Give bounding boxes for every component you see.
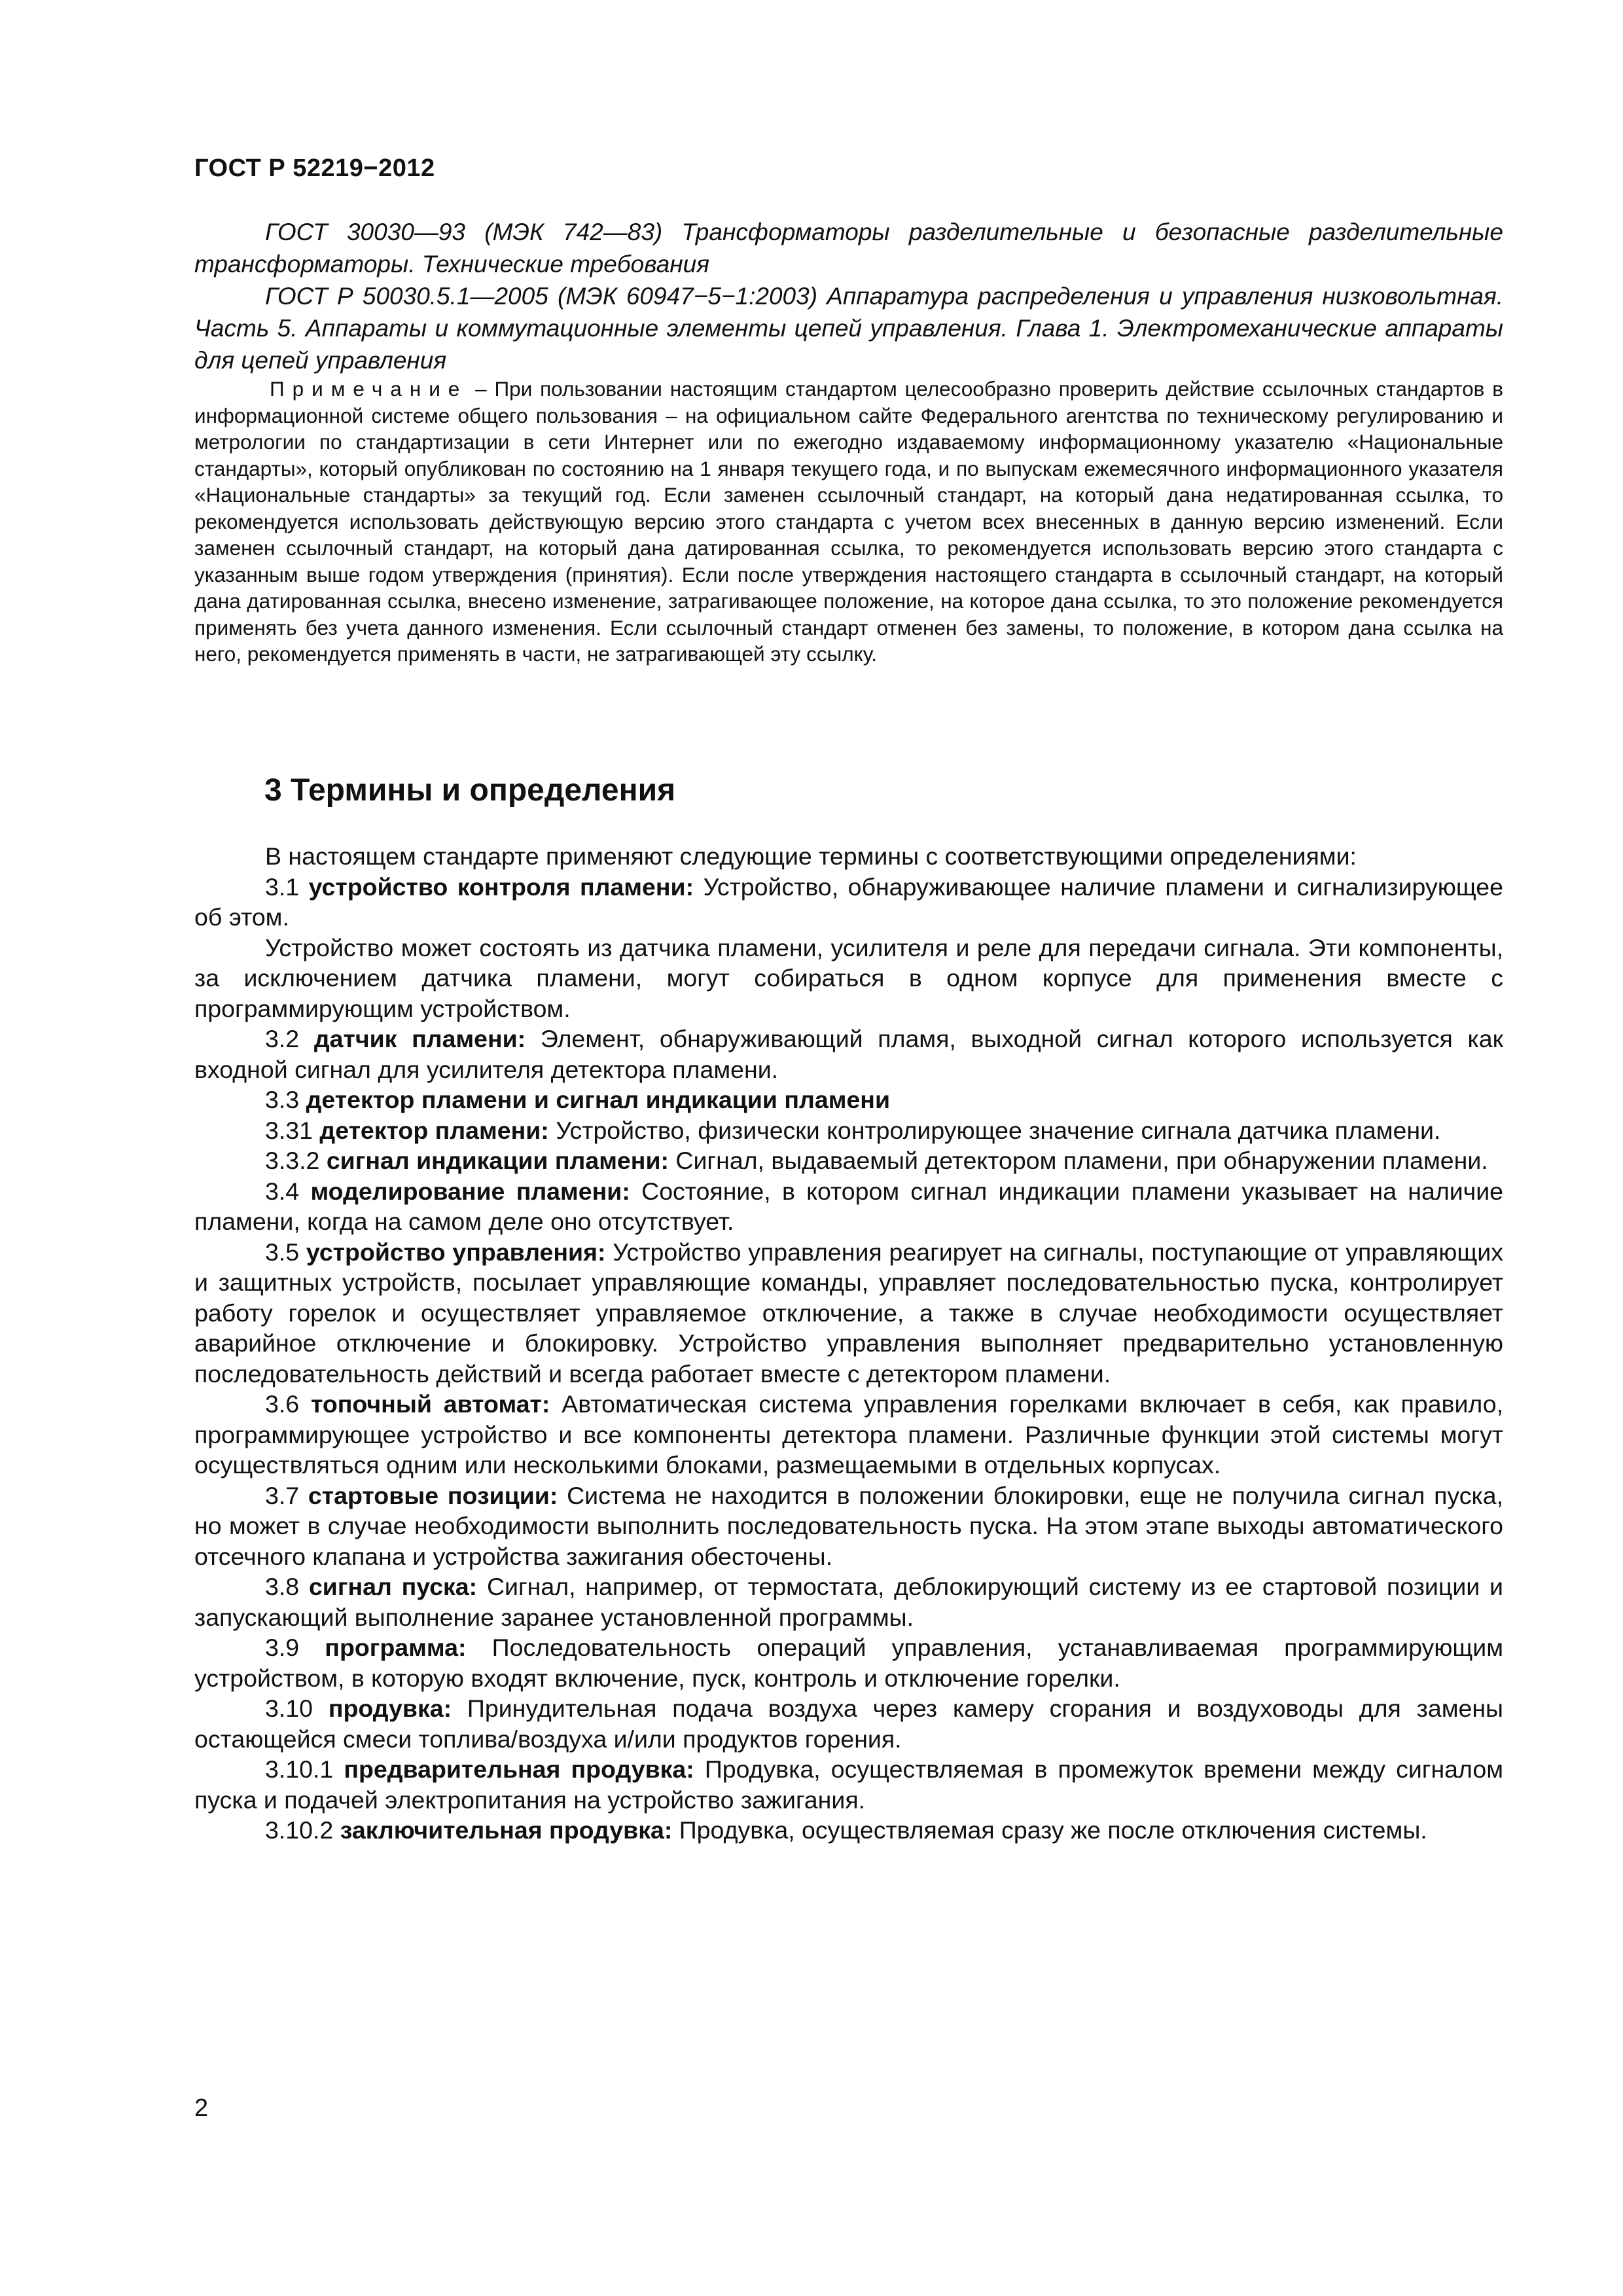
term-definition: Устройство управления реагирует на сигналы, поступающие от управляющих и защитных устройств, посылает управляющие команды, управляет последовательностью пуска, контролирует работу горелок и осуществляет управляемое отключение, а также в случае необходимости осуществляет аварийное отключение и блокировку. Устройство управления выполняет предварительно установленную последовательность действий и всегда работает вместе с детектором пламени. [194,1238,1503,1388]
term-number: 3.3.2 [265,1147,327,1174]
term-definition: Система не находится в положении блокировки, еще не получила сигнал пуска, но может в случае необходимости выполнить последовательность пуска. На этом этапе выходы автоматического отсечного клапана и устройства зажигания обесточены. [194,1481,1503,1570]
term-number: 3.9 [265,1634,325,1661]
term-number: 3.8 [265,1573,309,1600]
term-name: детектор пламени: [319,1116,549,1144]
term-definition: Элемент, обнаруживающий пламя, выходной сигнал которого используется как входной сигнал для усилителя детектора пламени. [194,1025,1503,1083]
term-entry [194,1237,1503,1390]
document-header: ГОСТ Р 52219−2012 [194,154,435,182]
term-entry [194,1571,1503,1632]
term-name: сигнал индикации пламени: [326,1147,669,1174]
term-number: 3.4 [265,1177,311,1205]
term-entry [194,1085,1503,1115]
term-name: продувка: [328,1695,452,1722]
term-number: 3.10.2 [265,1816,340,1844]
term-definition: Устройство, обнаруживающее наличие пламени и сигнализирующее об этом. [194,872,1503,931]
term-name: топочный автомат: [311,1390,550,1418]
term-name: программа: [325,1634,467,1661]
reference-item: ГОСТ 30030—93 (МЭК 742—83) Трансформаторы разделительные и безопасные разделительные трансформаторы. Технические требования [194,219,1503,278]
term-entry [194,1145,1503,1176]
term-definition: Сигнал, выдаваемый детектором пламени, при обнаружении пламени. [668,1147,1488,1174]
term-number: 3.31 [265,1116,320,1144]
term-definition: Принудительная подача воздуха через камеру сгорания и воздуховоды для замены остающейся смеси топлива/воздуха и/или продуктов горения. [194,1695,1503,1753]
term-number: 3.10.1 [265,1755,344,1783]
term-entry [194,1024,1503,1085]
term-name: предварительная продувка: [344,1755,694,1783]
term-name: стартовые позиции: [308,1481,558,1509]
page-number: 2 [194,2094,209,2122]
term-number: 3.10 [265,1695,329,1722]
term-name: устройство управления: [306,1238,606,1266]
term-name: моделирование пламени: [310,1177,630,1205]
term-definition: Сигнал, например, от термостата, деблокирующий систему из ее стартовой позиции и запускающий выполнение заранее установленной программы. [194,1573,1503,1631]
term-number: 3.7 [265,1481,308,1509]
term-name: устройство контроля пламени: [308,872,694,901]
term-definition: Устройство может состоять из датчика пламени, усилителя и реле для передачи сигнала. Эти компоненты, за исключением датчика пламени, могут собираться в одном корпусе для применения вместе с программирующим устройством. [194,933,1503,1022]
normative-references [194,216,1503,376]
term-entry [194,1693,1503,1754]
term-entry [194,1176,1503,1237]
term-name: датчик пламени: [313,1025,526,1052]
reference-item: ГОСТ Р 50030.5.1—2005 (МЭК 60947−5−1:2003) Аппаратура распределения и управления низковольтная. Часть 5. Аппараты и коммутационные элементы цепей управления. Глава 1. Электромеханические аппараты для цепей управления [194,283,1503,374]
term-definition: Устройство, физически контролирующее значение сигнала датчика пламени. [548,1116,1441,1144]
note-text: – При пользовании настоящим стандартом целесообразно проверить действие ссылочных стандартов в информационной системе общего пользования – на официальном сайте Федерального агентства по техническому регулированию и метрологии по стандартизации в сети Интернет или по ежегодно издаваемому информационному указателю «Национальные стандарты», который опубликован по состоянию на 1 января текущего года, и по выпускам ежемесячного информационного указателя «Национальные стандарты» за текущий год. Если заменен ссылочный стандарт, на который дана недатированная ссылка, то рекомендуется использовать действующую версию этого стандарта с учетом всех внесенных в данную версию изменений. Если заменен ссылочный стандарт, на который дана датированная ссылка, то рекомендуется использовать версию этого стандарта с указанным выше годом утверждения (принятия). Если после утверждения настоящего стандарта в ссылочный стандарт, на который дана датированная ссылка, внесено изменение, затрагивающее положение, на которое дана ссылка, то это положение рекомендуется применять без учета данного изменения. Если ссылочный стандарт отменен без замены, то положение, в котором дана ссылка на него, рекомендуется применять в части, не затрагивающей эту ссылку. [194,377,1503,666]
term-definition: Последовательность операций управления, устанавливаемая программирующим устройством, в которую входят включение, пуск, контроль и отключение горелки. [194,1634,1503,1692]
terms-intro: В настоящем стандарте применяют следующие термины с соответствующими определениями: [265,842,1357,870]
term-definition: Продувка, осуществляемая в промежуток времени между сигналом пуска и подачей электропитания на устройство зажигания. [194,1755,1503,1814]
term-name: детектор пламени и сигнал индикации пламени [306,1086,891,1113]
term-entry [194,1815,1503,1846]
term-number: 3.1 [265,872,309,901]
term-number: 3.5 [265,1238,306,1266]
term-entry [194,872,1503,933]
term-name: сигнал пуска: [308,1573,478,1600]
term-definition: Автоматическая система управления горелками включает в себя, как правило, программирующее устройство и все компоненты детектора пламени. Различные функции этой системы могут осуществляться одним или несколькими блоками, размещаемыми в отдельных корпусах. [194,1390,1503,1479]
term-entry [194,1632,1503,1693]
term-number: 3.2 [265,1025,314,1052]
term-name: заключительная продувка: [340,1816,673,1844]
term-entry [194,933,1503,1024]
term-definition: Продувка, осуществляемая сразу же после отключения системы. [672,1816,1427,1844]
term-number: 3.6 [265,1390,311,1418]
note-paragraph [194,376,1503,668]
term-number: 3.3 [265,1086,306,1113]
term-definition: Состояние, в котором сигнал индикации пламени указывает на наличие пламени, когда на самом деле оно отсутствует. [194,1177,1503,1235]
note-block [194,376,1503,668]
terms-body [194,841,1503,1846]
term-entry [194,1754,1503,1815]
note-label: Примечание [270,377,468,401]
term-entry [194,1480,1503,1572]
section-heading: 3 Термины и определения [264,773,676,808]
term-entry [194,1389,1503,1480]
term-entry [194,1115,1503,1146]
